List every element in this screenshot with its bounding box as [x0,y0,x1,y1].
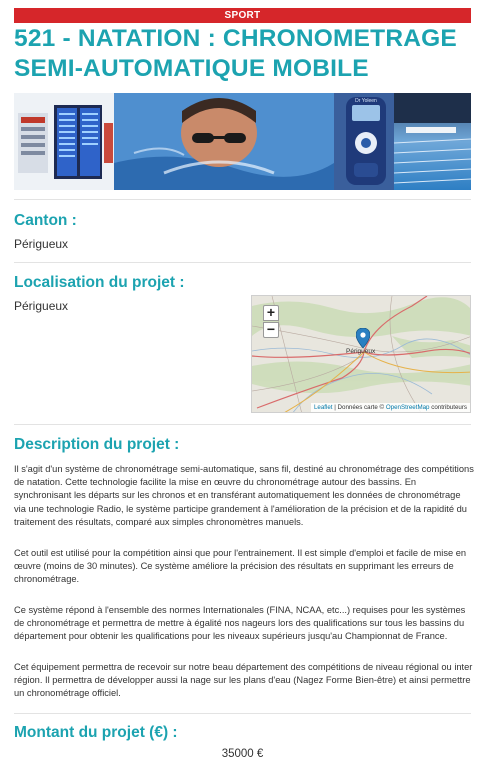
map-zoom-in-button[interactable]: + [263,305,279,321]
timer-device-graphic [334,93,394,190]
description-paragraph: Ce système répond à l'ensemble des normes Internationales (FINA, NCAA, etc...) requises pour les systèmes de chronométrage et permettra de mettre à égalité nos nageurs lors des qualifications sur tous les bassins du département pour obtenir les qualifications pour les niveaux supérieurs jusqu'au Championnat de France. [14,605,466,642]
hero-image [14,93,471,190]
pool-graphic [394,93,471,190]
attribution-text: | Données carte © [332,404,386,411]
map-city-label: Périgueux [346,348,376,355]
scoreboard-graphic [18,105,113,179]
description-paragraph: Cet outil est utilisé pour la compétition ainsi que pour l'entrainement. Il est simple d'emploi et facile de mise en œuvre (moins de 30 minutes). Ce système améliore la précision des résultats en supprimant les erreurs de chronométrage. [14,548,467,585]
map-attribution [311,403,470,412]
device-label: Dr Yoleen [355,98,377,104]
divider [14,262,471,263]
hero-collage [14,93,471,190]
amount-value: 35000 € [221,748,264,760]
amount-heading: Montant du projet (€) : [14,724,178,741]
divider [14,199,471,200]
canton-value: Périgueux [14,237,69,251]
divider [14,713,471,714]
attribution-suffix: contributeurs [429,404,467,411]
swimmer-graphic [114,93,334,190]
description-paragraph: Il s'agit d'un système de chronométrage semi-automatique, sans fil, destiné au chronométrage des compétitions de natation. Cette technologie facilite la mise en œuvre du chronométrage autour des bassins. En synchronisant les départs sur les chronos et en transférant automatiquement les données de chronométrage via une technologie Radio, le système participe grandement à l'amélioration de la précision et de la rapidité du traitement des résultats, comparé aux simples chronomètres manuels. [14,464,474,527]
osm-link[interactable]: OpenStreetMap [385,404,430,411]
canton-heading: Canton : [14,212,77,229]
map-marker-icon[interactable] [356,328,370,348]
divider [14,424,471,425]
location-map[interactable] [251,295,471,413]
map-zoom-out-button[interactable]: − [263,322,279,338]
description-paragraph: Cet équipement permettra de recevoir sur notre beau département des compétitions de niveau régional ou inter région. Il permettra de développer aussi la nage sur les plans d'eau (Nagez Forme Bien-être) et ainsi permettre un chronométrage officiel. [14,662,473,699]
location-value: Périgueux [14,299,69,313]
page-title: 521 - NATATION : CHRONOMETRAGE SEMI-AUTOMATIQUE MOBILE [14,25,457,82]
description-heading: Description du projet : [14,436,180,453]
category-badge: SPORT [14,8,471,23]
leaflet-link[interactable]: Leaflet [313,404,333,411]
location-heading: Localisation du projet : [14,274,185,291]
